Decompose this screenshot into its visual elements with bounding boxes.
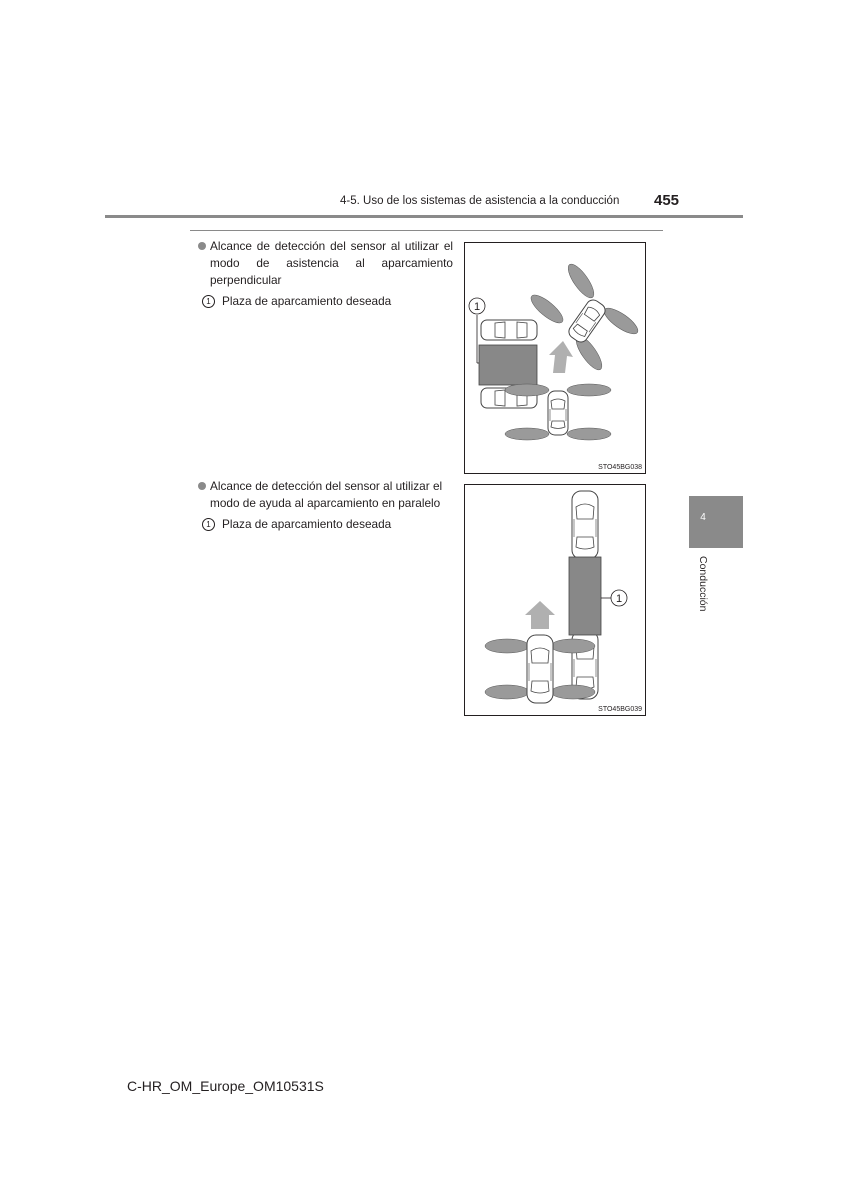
chapter-tab xyxy=(689,496,743,548)
parked-car xyxy=(481,320,537,340)
bullet-paragraph xyxy=(198,478,453,512)
page-number: 455 xyxy=(654,192,680,209)
arrow-icon xyxy=(549,341,573,373)
item-label: Plaza de aparcamiento deseada xyxy=(222,517,392,531)
own-vehicle xyxy=(527,635,553,703)
bullet-line: modo de ayuda al aparcamiento en paralelo xyxy=(210,496,441,510)
item-number-icon: 1 xyxy=(202,295,215,308)
perpendicular-parking-diagram xyxy=(465,243,645,473)
perpendicular-section-text xyxy=(198,238,453,310)
callout-label: 1 xyxy=(473,301,481,313)
own-vehicle xyxy=(548,391,568,435)
bullet-paragraph xyxy=(198,238,453,289)
parked-car xyxy=(572,491,598,559)
chapter-label: Conducción xyxy=(697,556,709,612)
figure-code: STO45BG039 xyxy=(598,706,642,713)
header-rule xyxy=(105,215,743,218)
document-id: C-HR_OM_Europe_OM10531S xyxy=(127,1078,324,1094)
bullet-line: Alcance de detección del sensor al utilizar el xyxy=(210,239,453,253)
list-item xyxy=(198,516,453,533)
content-rule xyxy=(190,230,663,231)
bullet-line: Alcance de detección del sensor al utilizar el xyxy=(210,479,443,493)
bullet-line: perpendicular xyxy=(210,273,282,287)
arrow-icon xyxy=(525,601,555,629)
list-item xyxy=(198,293,453,310)
own-vehicle-angled xyxy=(566,297,608,345)
bullet-icon xyxy=(198,242,206,250)
target-parking-space xyxy=(569,557,601,635)
perpendicular-parking-figure xyxy=(464,242,646,474)
parallel-section-text xyxy=(198,478,453,533)
figure-code: STO45BG038 xyxy=(598,464,642,471)
bullet-icon xyxy=(198,482,206,490)
callout-label: 1 xyxy=(615,593,623,605)
bullet-line: modo de asistencia al aparcamiento xyxy=(210,256,453,270)
item-label: Plaza de aparcamiento deseada xyxy=(222,294,392,308)
target-parking-space xyxy=(479,345,537,385)
item-number-icon: 1 xyxy=(202,518,215,531)
parallel-parking-figure xyxy=(464,484,646,716)
chapter-number: 4 xyxy=(700,512,706,523)
section-heading: 4-5. Uso de los sistemas de asistencia a la conducción xyxy=(340,195,620,207)
parallel-parking-diagram xyxy=(465,485,645,715)
